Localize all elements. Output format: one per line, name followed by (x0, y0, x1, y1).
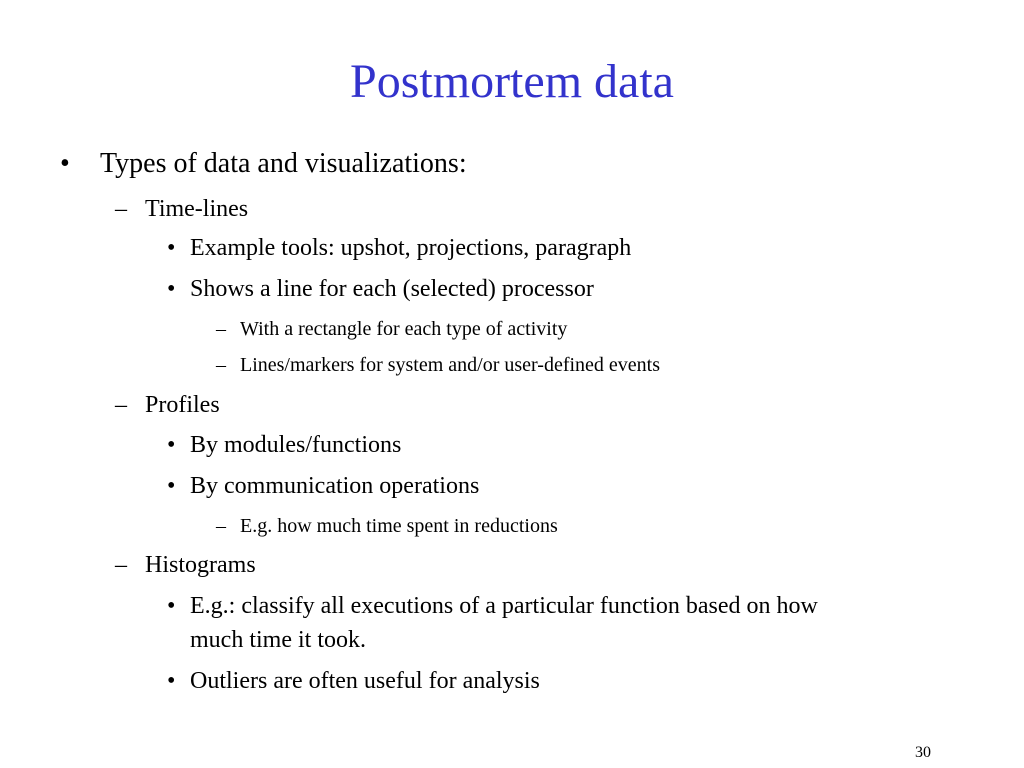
bullet-dash-marker: – (216, 354, 226, 376)
bullet-shows-a-line (167, 273, 594, 306)
bullet-dash-marker: – (115, 392, 127, 418)
bullet-types-of-data (60, 148, 467, 180)
bullet-text: With a rectangle for each type of activity (240, 318, 568, 340)
slide-title: Postmortem data (350, 55, 674, 108)
bullet-text: Lines/markers for system and/or user-defined events (240, 354, 661, 376)
bullet-dot-marker: • (167, 432, 176, 458)
bullet-dash-marker: – (115, 552, 127, 578)
bullet-dot-marker: • (60, 148, 70, 179)
bullet-text: By communication operations (190, 473, 480, 499)
bullet-example-tools (167, 232, 632, 265)
bullet-dot-marker: • (167, 473, 176, 499)
bullet-text: Types of data and visualizations: (100, 148, 467, 179)
bullet-text: Outliers are often useful for analysis (190, 668, 540, 694)
bullet-histograms (115, 551, 256, 579)
bullet-dot-marker: • (167, 235, 176, 261)
bullet-time-lines (115, 195, 249, 223)
page-number: 30 (915, 744, 931, 761)
bullet-text: Example tools: upshot, projections, paragraph (190, 235, 632, 261)
bullet-reductions (216, 514, 558, 538)
bullet-modules-functions (167, 429, 402, 462)
bullet-text: Time-lines (145, 196, 249, 222)
bullet-text: E.g. how much time spent in reductions (240, 515, 558, 537)
bullet-lines-markers (216, 353, 661, 377)
bullet-text: much time it took. (190, 627, 366, 653)
bullet-outliers (167, 665, 540, 698)
bullet-dash-marker: – (216, 318, 226, 340)
bullet-rectangle-activity (216, 317, 568, 341)
bullet-text: Histograms (145, 552, 256, 578)
bullet-profiles (115, 391, 220, 419)
bullet-text: E.g.: classify all executions of a particular function based on how (190, 593, 818, 619)
bullet-communication-operations (167, 470, 480, 503)
bullet-dash-marker: – (216, 515, 226, 537)
bullet-text: By modules/functions (190, 432, 402, 458)
bullet-dot-marker: • (167, 276, 176, 302)
bullet-text: Shows a line for each (selected) processor (190, 276, 594, 302)
bullet-classify-executions (167, 590, 818, 623)
bullet-dash-marker: – (115, 196, 127, 222)
bullet-classify-executions-continuation (190, 624, 366, 657)
bullet-dot-marker: • (167, 668, 176, 694)
bullet-text: Profiles (145, 392, 220, 418)
bullet-dot-marker: • (167, 593, 176, 619)
